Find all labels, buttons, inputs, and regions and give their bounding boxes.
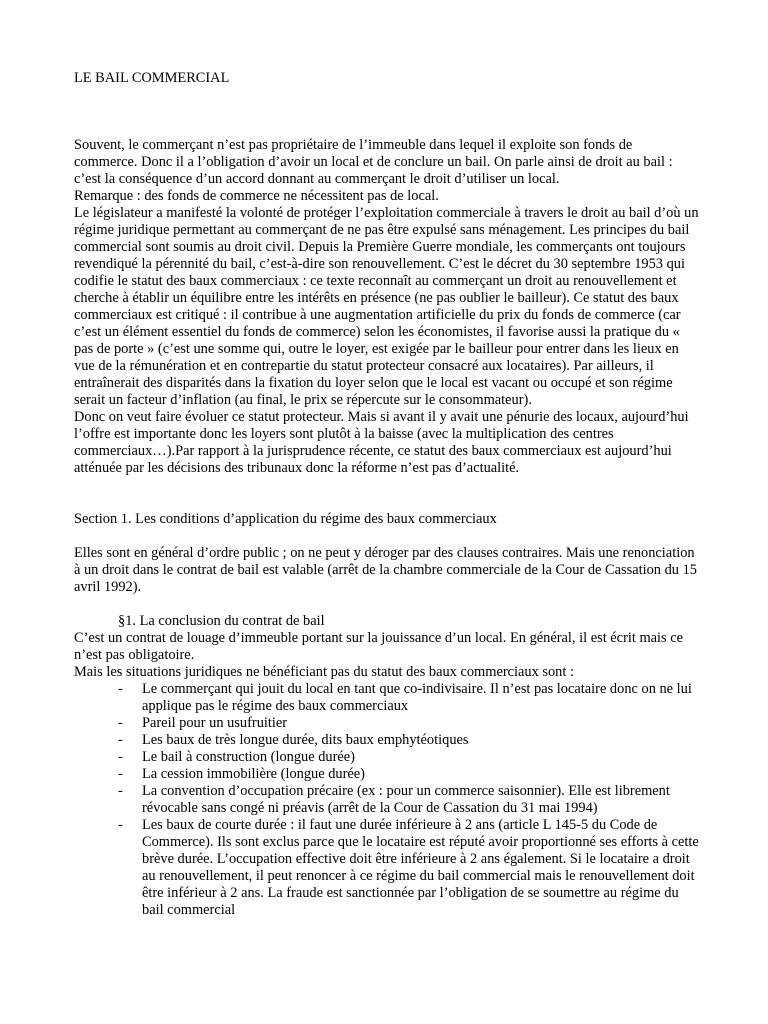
list-item [118,783,699,817]
spacer [74,477,699,511]
dash-bullet: - [118,766,123,782]
spacer [74,528,699,545]
dash-bullet: - [118,681,123,697]
list-item-text: La cession immobilière (longue durée) [142,766,365,782]
dash-bullet: - [118,749,123,765]
list-item-text: Pareil pour un usufruitier [142,715,288,731]
intro-paragraph-1: Souvent, le commerçant n’est pas propriétaire de l’immeuble dans lequel il exploite son fonds de commerce. Donc il a l’obligation d’avoir un local et de conclure un bail. On parle ainsi de droit au bail : c’est la conséquence d’un accord donnant au commerçant le droit d’utiliser un local. [74,137,673,187]
list-item-text: Le commerçant qui jouit du local en tant que co-indivisaire. Il n’est pas locataire donc on ne lui applique pas le régime des baux commerciaux [142,681,692,714]
dash-bullet: - [118,783,123,799]
list-item [118,749,699,766]
list-item-text: Les baux de courte durée : il faut une durée inférieure à 2 ans (article L 145-5 du Code de Commerce). Ils sont exclus parce que le locataire est réputé avoir proportionné ses efforts à cette brève durée. L’occupation effective doit être inférieure à 2 ans également. Si le locataire a droit au renouvellement, il peut renoncer à ce régime du bail commercial mais le renouvellement doit être inférieur à 2 ans. La fraude est sanctionnée par l’obligation de se soumettre au régime du bail commercial [142,817,699,918]
list-item-text: Le bail à construction (longue durée) [142,749,355,765]
section-title: Section 1. Les conditions d’application du régime des baux commerciaux [74,511,497,527]
intro-paragraph-3: Donc on veut faire évoluer ce statut protecteur. Mais si avant il y avait une pénurie des locaux, aujourd’hui l’offre est importante donc les loyers sont plutôt à la baisse (avec la multiplication des centres commerciaux…).Par rapport à la jurisprudence récente, ce statut des baux commerciaux est aujourd’hui atténuée par les décisions des tribunaux donc la réforme n’est pas d’actualité. [74,409,689,476]
list-item-text: La convention d’occupation précaire (ex : pour un commerce saisonnier). Elle est librement révocable sans congé ni préavis (arrêt de la Cour de Cassation du 31 mai 1994) [142,783,670,816]
exclusions-list [74,681,699,919]
section-intro: Elles sont en général d’ordre public ; on ne peut y déroger par des clauses contraires. Mais une renonciation à un droit dans le contrat de bail est valable (arrêt de la chambre commerciale de la Cour de Cassation du 15 avril 1992). [74,545,697,595]
dash-bullet: - [118,817,123,833]
intro-paragraph-2: Le législateur a manifesté la volonté de protéger l’exploitation commerciale à travers le droit au bail d’où un régime juridique permettant au commerçant de ne pas être expulsé sans ménagement. Les principes du bail commercial sont soumis au droit civil. Depuis la Première Guerre mondiale, les commerçants ont toujours revendiqué la pérennité du bail, c’est-à-dire son renouvellement. C’est le décret du 30 septembre 1953 qui codifie le statut des baux commerciaux : ce texte reconnaît au commerçant un droit au renouvellement et cherche à établir un équilibre entre les intérêts en présence (ne pas oublier le bailleur). Ce statut des baux commerciaux est critiqué : il contribue à une augmentation artificielle du prix du fonds de commerce (car c’est un élément essentiel du fonds de commerce) selon les économistes, il favorise aussi la pratique du « pas de porte » (c’est une somme qui, outre le loyer, est exigée par le bailleur pour entrer dans les lieux en vue de la rémunération et en contrepartie du statut protecteur consacré aux locataires). Par ailleurs, il entraînerait des disparités dans la fixation du loyer selon que le local est vacant ou occupé et son régime serait un facteur d’inflation (au final, le prix se répercute sur le consommateur). [74,205,699,408]
dash-bullet: - [118,732,123,748]
subsection-paragraph-1: C’est un contrat de louage d’immeuble portant sur la jouissance d’un local. En général, il est écrit mais ce n’est pas obligatoire. [74,630,684,663]
list-item [118,715,699,732]
dash-bullet: - [118,715,123,731]
list-item [118,681,699,715]
subsection-paragraph-2: Mais les situations juridiques ne bénéficiant pas du statut des baux commerciaux sont : [74,664,574,680]
list-item [118,817,699,919]
intro-remark: Remarque : des fonds de commerce ne nécessitent pas de local. [74,188,439,204]
list-item [118,732,699,749]
subsection-title: §1. La conclusion du contrat de bail [118,613,325,629]
document-title: LE BAIL COMMERCIAL [74,70,230,86]
list-item [118,766,699,783]
list-item-text: Les baux de très longue durée, dits baux emphytéotiques [142,732,469,748]
spacer [74,596,699,613]
document-page [74,70,699,919]
